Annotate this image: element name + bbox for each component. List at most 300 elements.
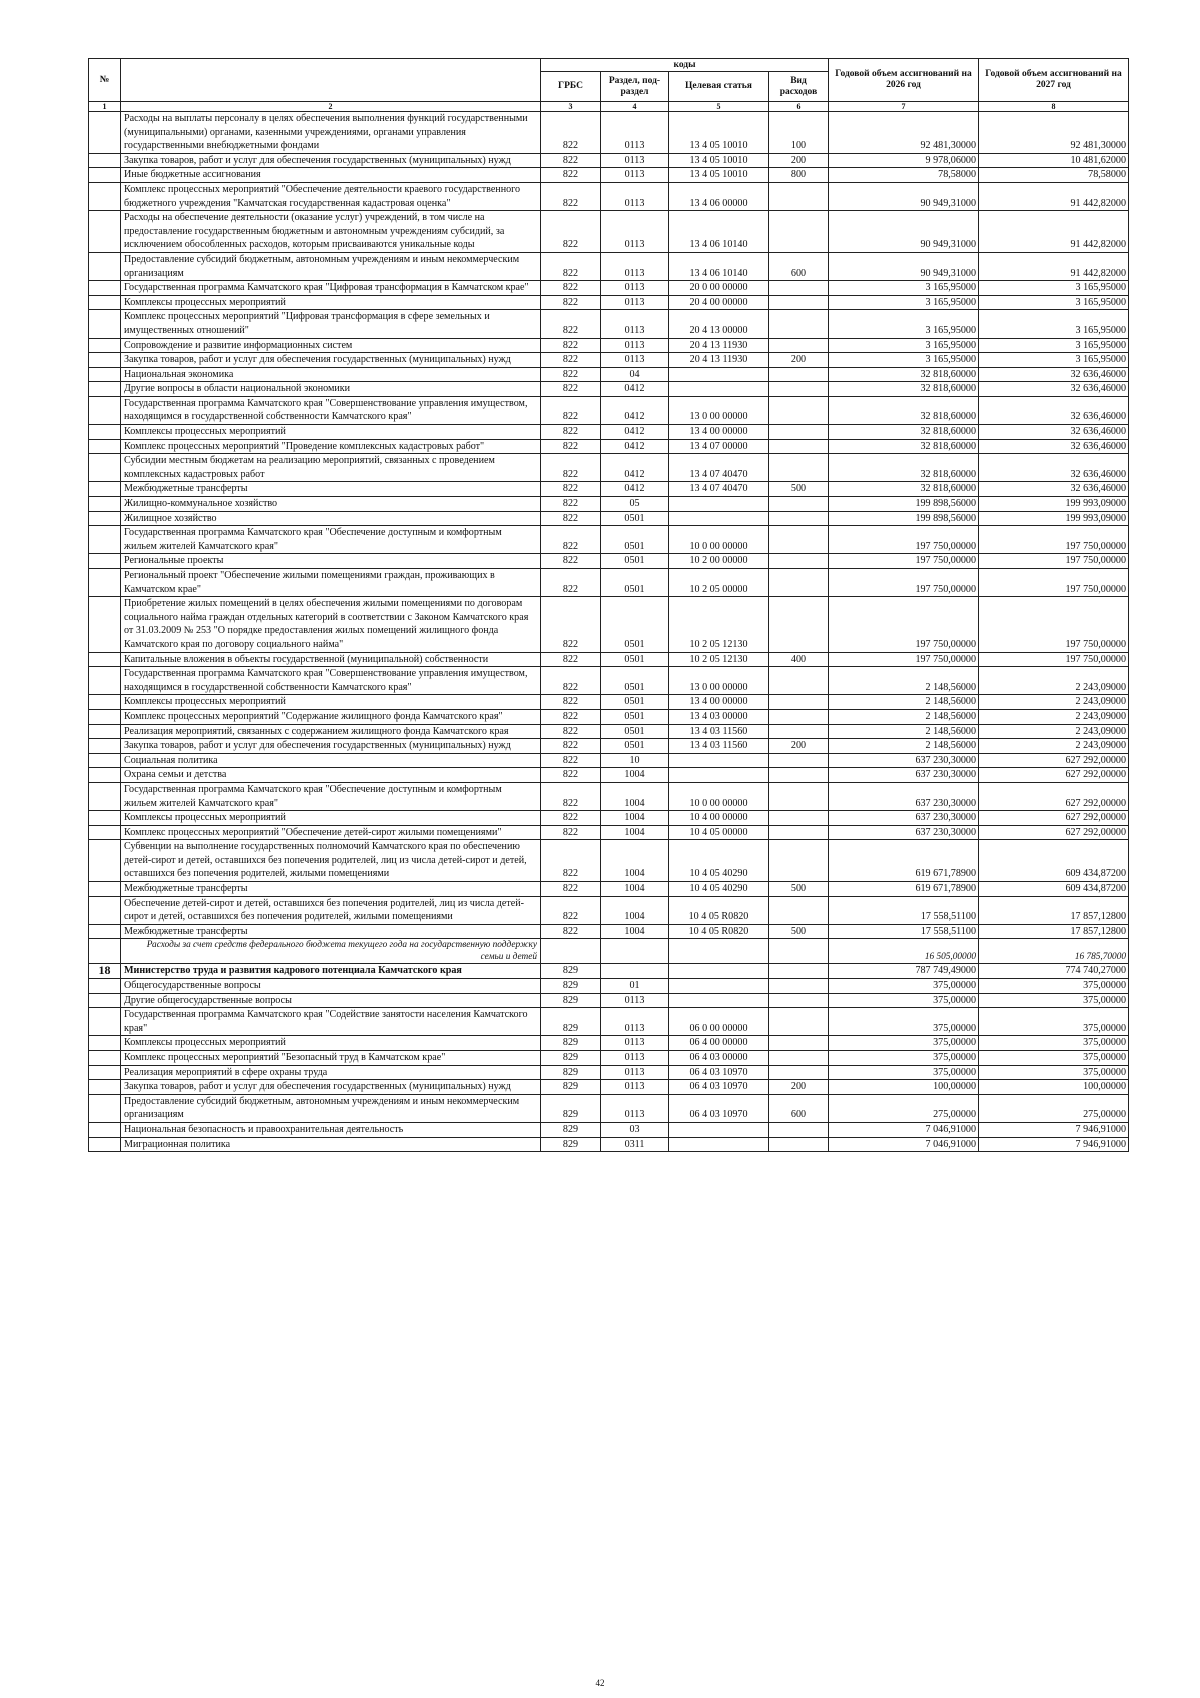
row-target-article: 13 4 03 00000 <box>669 709 769 724</box>
row-expense-type: 500 <box>769 482 829 497</box>
column-number: 2 <box>121 102 541 112</box>
table-row <box>89 367 1129 382</box>
table-row <box>89 724 1129 739</box>
row-amount-2027: 32 636,46000 <box>979 454 1129 482</box>
table-row <box>89 1036 1129 1051</box>
row-section: 0113 <box>601 1094 669 1122</box>
row-grbs: 822 <box>541 782 601 810</box>
row-grbs: 829 <box>541 1094 601 1122</box>
row-amount-2026: 3 165,95000 <box>829 310 979 338</box>
table-row <box>89 353 1129 368</box>
row-section: 0113 <box>601 1080 669 1095</box>
row-amount-2027: 627 292,00000 <box>979 782 1129 810</box>
row-amount-2026: 78,58000 <box>829 168 979 183</box>
row-amount-2027: 275,00000 <box>979 1094 1129 1122</box>
row-section: 0113 <box>601 338 669 353</box>
row-section: 0412 <box>601 396 669 424</box>
row-amount-2027: 91 442,82000 <box>979 182 1129 210</box>
table-row <box>89 482 1129 497</box>
row-section: 1004 <box>601 896 669 924</box>
row-amount-2027: 774 740,27000 <box>979 964 1129 979</box>
row-expense-type: 800 <box>769 168 829 183</box>
row-amount-2027: 197 750,00000 <box>979 554 1129 569</box>
row-name: Комплексы процессных мероприятий <box>121 295 541 310</box>
row-expense-type <box>769 667 829 695</box>
row-expense-type: 400 <box>769 652 829 667</box>
table-row <box>89 1051 1129 1066</box>
row-amount-2027: 91 442,82000 <box>979 252 1129 280</box>
row-section: 1004 <box>601 840 669 882</box>
row-expense-type <box>769 211 829 253</box>
row-number <box>89 597 121 652</box>
table-row <box>89 497 1129 512</box>
row-name: Государственная программа Камчатского края "Обеспечение доступным и комфортным жильем жителей Камчатского края" <box>121 782 541 810</box>
row-target-article: 13 4 05 10010 <box>669 112 769 154</box>
row-expense-type <box>769 454 829 482</box>
row-target-article: 13 4 03 11560 <box>669 739 769 754</box>
row-amount-2026: 2 148,56000 <box>829 739 979 754</box>
row-expense-type <box>769 396 829 424</box>
row-section <box>601 939 669 964</box>
row-name: Социальная политика <box>121 753 541 768</box>
row-amount-2027: 2 243,09000 <box>979 724 1129 739</box>
row-amount-2026: 197 750,00000 <box>829 526 979 554</box>
row-grbs: 829 <box>541 1080 601 1095</box>
table-row <box>89 182 1129 210</box>
row-section: 0113 <box>601 182 669 210</box>
row-number <box>89 353 121 368</box>
row-expense-type <box>769 753 829 768</box>
row-expense-type <box>769 695 829 710</box>
row-amount-2026: 2 148,56000 <box>829 709 979 724</box>
row-amount-2026: 197 750,00000 <box>829 569 979 597</box>
table-row <box>89 554 1129 569</box>
row-amount-2026: 32 818,60000 <box>829 439 979 454</box>
row-expense-type <box>769 993 829 1008</box>
table-row <box>89 768 1129 783</box>
row-expense-type <box>769 281 829 296</box>
row-expense-type <box>769 597 829 652</box>
row-amount-2026: 32 818,60000 <box>829 454 979 482</box>
row-expense-type <box>769 382 829 397</box>
row-expense-type <box>769 497 829 512</box>
row-name: Жилищное хозяйство <box>121 511 541 526</box>
row-amount-2026: 637 230,30000 <box>829 782 979 810</box>
row-name: Закупка товаров, работ и услуг для обеспечения государственных (муниципальных) нужд <box>121 1080 541 1095</box>
row-amount-2026: 375,00000 <box>829 1008 979 1036</box>
row-amount-2027: 627 292,00000 <box>979 753 1129 768</box>
row-grbs: 822 <box>541 382 601 397</box>
row-target-article: 20 4 13 11930 <box>669 338 769 353</box>
row-expense-type: 500 <box>769 882 829 897</box>
column-number: 5 <box>669 102 769 112</box>
row-name: Расходы на выплаты персоналу в целях обеспечения выполнения функций государственными (муниципальными) органами, казенными учреждениями, органами управления государственными внебюджетными фондами <box>121 112 541 154</box>
row-name: Комплекс процессных мероприятий "Проведение комплексных кадастровых работ" <box>121 439 541 454</box>
row-target-article <box>669 1137 769 1152</box>
row-target-article <box>669 768 769 783</box>
row-amount-2027: 197 750,00000 <box>979 652 1129 667</box>
row-grbs: 822 <box>541 310 601 338</box>
table-row <box>89 439 1129 454</box>
row-section: 0501 <box>601 695 669 710</box>
row-grbs: 822 <box>541 454 601 482</box>
row-grbs: 822 <box>541 153 601 168</box>
row-amount-2027: 17 857,12800 <box>979 896 1129 924</box>
row-amount-2027: 199 993,09000 <box>979 497 1129 512</box>
row-target-article: 13 4 06 10140 <box>669 211 769 253</box>
row-amount-2027: 32 636,46000 <box>979 396 1129 424</box>
row-section: 01 <box>601 979 669 994</box>
column-number: 1 <box>89 102 121 112</box>
row-name: Национальная безопасность и правоохранительная деятельность <box>121 1122 541 1137</box>
row-section: 0113 <box>601 310 669 338</box>
row-amount-2026: 16 505,00000 <box>829 939 979 964</box>
row-section: 0113 <box>601 153 669 168</box>
row-amount-2027: 16 785,70000 <box>979 939 1129 964</box>
header-section: Раздел, под- раздел <box>601 72 669 102</box>
row-grbs: 822 <box>541 695 601 710</box>
table-row <box>89 993 1129 1008</box>
column-number: 8 <box>979 102 1129 112</box>
row-expense-type <box>769 1065 829 1080</box>
row-name: Реализация мероприятий в сфере охраны труда <box>121 1065 541 1080</box>
row-section: 0501 <box>601 724 669 739</box>
row-target-article: 10 2 00 00000 <box>669 554 769 569</box>
row-grbs: 822 <box>541 597 601 652</box>
row-name: Закупка товаров, работ и услуг для обеспечения государственных (муниципальных) нужд <box>121 153 541 168</box>
row-amount-2026: 619 671,78900 <box>829 840 979 882</box>
row-amount-2026: 17 558,51100 <box>829 924 979 939</box>
row-name: Региональные проекты <box>121 554 541 569</box>
row-expense-type: 200 <box>769 353 829 368</box>
row-target-article <box>669 979 769 994</box>
row-section: 0311 <box>601 1137 669 1152</box>
row-grbs: 822 <box>541 554 601 569</box>
row-number <box>89 425 121 440</box>
table-row <box>89 979 1129 994</box>
row-amount-2026: 90 949,31000 <box>829 211 979 253</box>
row-amount-2027: 197 750,00000 <box>979 597 1129 652</box>
row-target-article: 06 4 03 10970 <box>669 1065 769 1080</box>
row-grbs: 829 <box>541 1051 601 1066</box>
row-section: 0412 <box>601 454 669 482</box>
row-section: 03 <box>601 1122 669 1137</box>
row-name: Государственная программа Камчатского края "Совершенствование управления имуществом, находящимся в государственной собственности Камчатского края" <box>121 396 541 424</box>
row-target-article: 06 4 03 10970 <box>669 1080 769 1095</box>
row-amount-2026: 7 046,91000 <box>829 1122 979 1137</box>
table-row <box>89 511 1129 526</box>
row-grbs: 822 <box>541 439 601 454</box>
row-target-article: 13 4 06 00000 <box>669 182 769 210</box>
header-volume-2027: Годовой объем ассигнований на 2027 год <box>979 59 1129 102</box>
row-expense-type <box>769 1122 829 1137</box>
table-row <box>89 396 1129 424</box>
row-target-article <box>669 382 769 397</box>
table-row <box>89 964 1129 979</box>
row-number <box>89 295 121 310</box>
header-expense-type: Вид расходов <box>769 72 829 102</box>
row-target-article: 10 2 05 12130 <box>669 597 769 652</box>
row-number <box>89 753 121 768</box>
row-number <box>89 1036 121 1051</box>
row-target-article: 20 4 13 00000 <box>669 310 769 338</box>
row-expense-type <box>769 979 829 994</box>
header-num: № <box>89 59 121 102</box>
table-row <box>89 526 1129 554</box>
row-section: 0113 <box>601 211 669 253</box>
table-body <box>89 112 1129 1152</box>
row-number <box>89 939 121 964</box>
table-row <box>89 896 1129 924</box>
header-grbs: ГРБС <box>541 72 601 102</box>
row-amount-2027: 375,00000 <box>979 1065 1129 1080</box>
row-number <box>89 252 121 280</box>
table-row <box>89 1065 1129 1080</box>
row-section: 10 <box>601 753 669 768</box>
table-row <box>89 1137 1129 1152</box>
row-target-article: 10 2 05 00000 <box>669 569 769 597</box>
row-number <box>89 482 121 497</box>
row-section: 05 <box>601 497 669 512</box>
row-number <box>89 825 121 840</box>
budget-allocations-table <box>88 58 1129 1152</box>
row-amount-2027: 7 946,91000 <box>979 1122 1129 1137</box>
row-number <box>89 526 121 554</box>
row-section: 0113 <box>601 1036 669 1051</box>
row-grbs: 822 <box>541 168 601 183</box>
row-number <box>89 310 121 338</box>
table-row <box>89 753 1129 768</box>
row-target-article <box>669 964 769 979</box>
table-row <box>89 168 1129 183</box>
row-number <box>89 724 121 739</box>
row-target-article: 06 4 00 00000 <box>669 1036 769 1051</box>
row-expense-type <box>769 709 829 724</box>
row-grbs: 822 <box>541 840 601 882</box>
row-section: 0412 <box>601 439 669 454</box>
row-section: 0412 <box>601 425 669 440</box>
row-expense-type: 600 <box>769 252 829 280</box>
row-amount-2026: 3 165,95000 <box>829 281 979 296</box>
row-amount-2027: 32 636,46000 <box>979 382 1129 397</box>
row-grbs: 822 <box>541 896 601 924</box>
row-amount-2026: 32 818,60000 <box>829 382 979 397</box>
row-target-article <box>669 497 769 512</box>
row-amount-2027: 627 292,00000 <box>979 811 1129 826</box>
row-section: 0113 <box>601 252 669 280</box>
row-target-article: 13 4 07 40470 <box>669 454 769 482</box>
row-section: 0501 <box>601 554 669 569</box>
row-target-article: 13 4 05 10010 <box>669 153 769 168</box>
row-target-article: 10 4 00 00000 <box>669 811 769 826</box>
row-target-article: 13 0 00 00000 <box>669 667 769 695</box>
row-section: 0501 <box>601 569 669 597</box>
row-number <box>89 652 121 667</box>
row-number <box>89 979 121 994</box>
row-amount-2026: 375,00000 <box>829 1036 979 1051</box>
budget-table-container <box>88 58 1128 1152</box>
row-section: 0501 <box>601 526 669 554</box>
row-amount-2026: 7 046,91000 <box>829 1137 979 1152</box>
table-row <box>89 295 1129 310</box>
row-amount-2027: 3 165,95000 <box>979 338 1129 353</box>
row-number <box>89 511 121 526</box>
row-name: Сопровождение и развитие информационных систем <box>121 338 541 353</box>
row-number <box>89 1080 121 1095</box>
row-name: Комплекс процессных мероприятий "Обеспечение деятельности краевого государственного бюджетного учреждения "Камчатская государственная кадастровая оценка" <box>121 182 541 210</box>
row-amount-2027: 32 636,46000 <box>979 367 1129 382</box>
row-section: 04 <box>601 367 669 382</box>
row-amount-2026: 3 165,95000 <box>829 353 979 368</box>
row-name: Комплексы процессных мероприятий <box>121 695 541 710</box>
row-number <box>89 695 121 710</box>
column-number: 4 <box>601 102 669 112</box>
row-grbs: 829 <box>541 964 601 979</box>
row-name: Государственная программа Камчатского края "Обеспечение доступным и комфортным жильем жителей Камчатского края" <box>121 526 541 554</box>
row-target-article: 20 0 00 00000 <box>669 281 769 296</box>
row-amount-2026: 32 818,60000 <box>829 425 979 440</box>
row-amount-2027: 3 165,95000 <box>979 281 1129 296</box>
row-expense-type <box>769 295 829 310</box>
row-name: Министерство труда и развития кадрового потенциала Камчатского края <box>121 964 541 979</box>
row-expense-type: 500 <box>769 924 829 939</box>
row-amount-2027: 78,58000 <box>979 168 1129 183</box>
table-row <box>89 782 1129 810</box>
row-expense-type: 200 <box>769 1080 829 1095</box>
row-target-article: 10 4 05 40290 <box>669 840 769 882</box>
row-name: Комплексы процессных мероприятий <box>121 811 541 826</box>
row-target-article <box>669 939 769 964</box>
row-amount-2027: 375,00000 <box>979 1051 1129 1066</box>
row-number <box>89 396 121 424</box>
row-name: Расходы на обеспечение деятельности (оказание услуг) учреждений, в том числе на предоставление государственным бюджетным и автономным учреждениям субсидий, за исключением обособленных расходов, которым присваиваются уникальные коды <box>121 211 541 253</box>
row-grbs: 822 <box>541 753 601 768</box>
row-number <box>89 439 121 454</box>
row-grbs: 822 <box>541 768 601 783</box>
row-target-article <box>669 753 769 768</box>
row-amount-2027: 7 946,91000 <box>979 1137 1129 1152</box>
row-target-article <box>669 1122 769 1137</box>
row-amount-2027: 91 442,82000 <box>979 211 1129 253</box>
row-expense-type <box>769 811 829 826</box>
row-target-article: 10 4 05 40290 <box>669 882 769 897</box>
row-amount-2027: 3 165,95000 <box>979 310 1129 338</box>
row-number <box>89 211 121 253</box>
row-number <box>89 993 121 1008</box>
row-name: Закупка товаров, работ и услуг для обеспечения государственных (муниципальных) нужд <box>121 739 541 754</box>
row-section: 0113 <box>601 1051 669 1066</box>
row-grbs: 822 <box>541 182 601 210</box>
table-row <box>89 252 1129 280</box>
row-amount-2026: 32 818,60000 <box>829 396 979 424</box>
table-row <box>89 382 1129 397</box>
row-target-article: 13 4 00 00000 <box>669 695 769 710</box>
row-section: 0113 <box>601 1065 669 1080</box>
row-grbs: 822 <box>541 367 601 382</box>
row-grbs: 822 <box>541 825 601 840</box>
column-number: 3 <box>541 102 601 112</box>
row-number: 18 <box>89 964 121 979</box>
row-name: Субсидии местным бюджетам на реализацию мероприятий, связанных с проведением комплексных кадастровых работ <box>121 454 541 482</box>
row-grbs: 822 <box>541 569 601 597</box>
row-amount-2027: 375,00000 <box>979 979 1129 994</box>
row-amount-2026: 637 230,30000 <box>829 811 979 826</box>
row-amount-2027: 609 434,87200 <box>979 840 1129 882</box>
row-number <box>89 811 121 826</box>
row-number <box>89 497 121 512</box>
column-number: 6 <box>769 102 829 112</box>
row-section: 0412 <box>601 382 669 397</box>
row-target-article: 13 4 03 11560 <box>669 724 769 739</box>
row-target-article: 06 0 00 00000 <box>669 1008 769 1036</box>
table-row <box>89 1080 1129 1095</box>
table-row <box>89 281 1129 296</box>
row-expense-type <box>769 439 829 454</box>
row-number <box>89 1137 121 1152</box>
row-name: Закупка товаров, работ и услуг для обеспечения государственных (муниципальных) нужд <box>121 353 541 368</box>
row-grbs: 822 <box>541 652 601 667</box>
row-amount-2027: 2 243,09000 <box>979 709 1129 724</box>
row-grbs: 822 <box>541 924 601 939</box>
row-amount-2026: 90 949,31000 <box>829 182 979 210</box>
row-expense-type <box>769 1137 829 1152</box>
table-row <box>89 569 1129 597</box>
row-amount-2026: 637 230,30000 <box>829 753 979 768</box>
row-number <box>89 709 121 724</box>
row-grbs <box>541 939 601 964</box>
table-row <box>89 1008 1129 1036</box>
row-name: Государственная программа Камчатского края "Совершенствование управления имуществом, находящимся в государственной собственности Камчатского края" <box>121 667 541 695</box>
row-number <box>89 367 121 382</box>
row-name: Общегосударственные вопросы <box>121 979 541 994</box>
row-amount-2026: 17 558,51100 <box>829 896 979 924</box>
table-row <box>89 924 1129 939</box>
row-name: Региональный проект "Обеспечение жилыми помещениями граждан, проживающих в Камчатском крае" <box>121 569 541 597</box>
table-row <box>89 1094 1129 1122</box>
row-amount-2026: 375,00000 <box>829 1051 979 1066</box>
row-name: Комплекс процессных мероприятий "Обеспечение детей-сирот жилыми помещениями" <box>121 825 541 840</box>
row-grbs: 822 <box>541 211 601 253</box>
row-section: 1004 <box>601 782 669 810</box>
header-name <box>121 59 541 102</box>
row-name: Капитальные вложения в объекты государственной (муниципальной) собственности <box>121 652 541 667</box>
row-section: 1004 <box>601 882 669 897</box>
row-grbs: 829 <box>541 979 601 994</box>
row-name: Миграционная политика <box>121 1137 541 1152</box>
row-amount-2027: 32 636,46000 <box>979 425 1129 440</box>
row-name: Предоставление субсидий бюджетным, автономным учреждениям и иным некоммерческим организациям <box>121 252 541 280</box>
row-grbs: 829 <box>541 993 601 1008</box>
row-expense-type <box>769 896 829 924</box>
row-amount-2026: 100,00000 <box>829 1080 979 1095</box>
row-amount-2026: 2 148,56000 <box>829 724 979 739</box>
row-grbs: 822 <box>541 497 601 512</box>
row-name: Приобретение жилых помещений в целях обеспечения жилыми помещениями по договорам социального найма граждан отдельных категорий в соответствии с Законом Камчатского края от 31.03.2009 № 253 "О порядке предоставления жилых помещений жилищного фонда Камчатского края по договору социального найма" <box>121 597 541 652</box>
row-section: 0412 <box>601 482 669 497</box>
row-name: Реализация мероприятий, связанных с содержанием жилищного фонда Камчатского края <box>121 724 541 739</box>
row-target-article: 10 4 05 R0820 <box>669 924 769 939</box>
table-row <box>89 882 1129 897</box>
row-grbs: 829 <box>541 1065 601 1080</box>
row-amount-2026: 9 978,06000 <box>829 153 979 168</box>
row-expense-type <box>769 724 829 739</box>
row-grbs: 822 <box>541 353 601 368</box>
row-amount-2027: 32 636,46000 <box>979 439 1129 454</box>
row-name: Национальная экономика <box>121 367 541 382</box>
table-row <box>89 939 1129 964</box>
page-number: 42 <box>595 1678 605 1688</box>
row-expense-type <box>769 840 829 882</box>
